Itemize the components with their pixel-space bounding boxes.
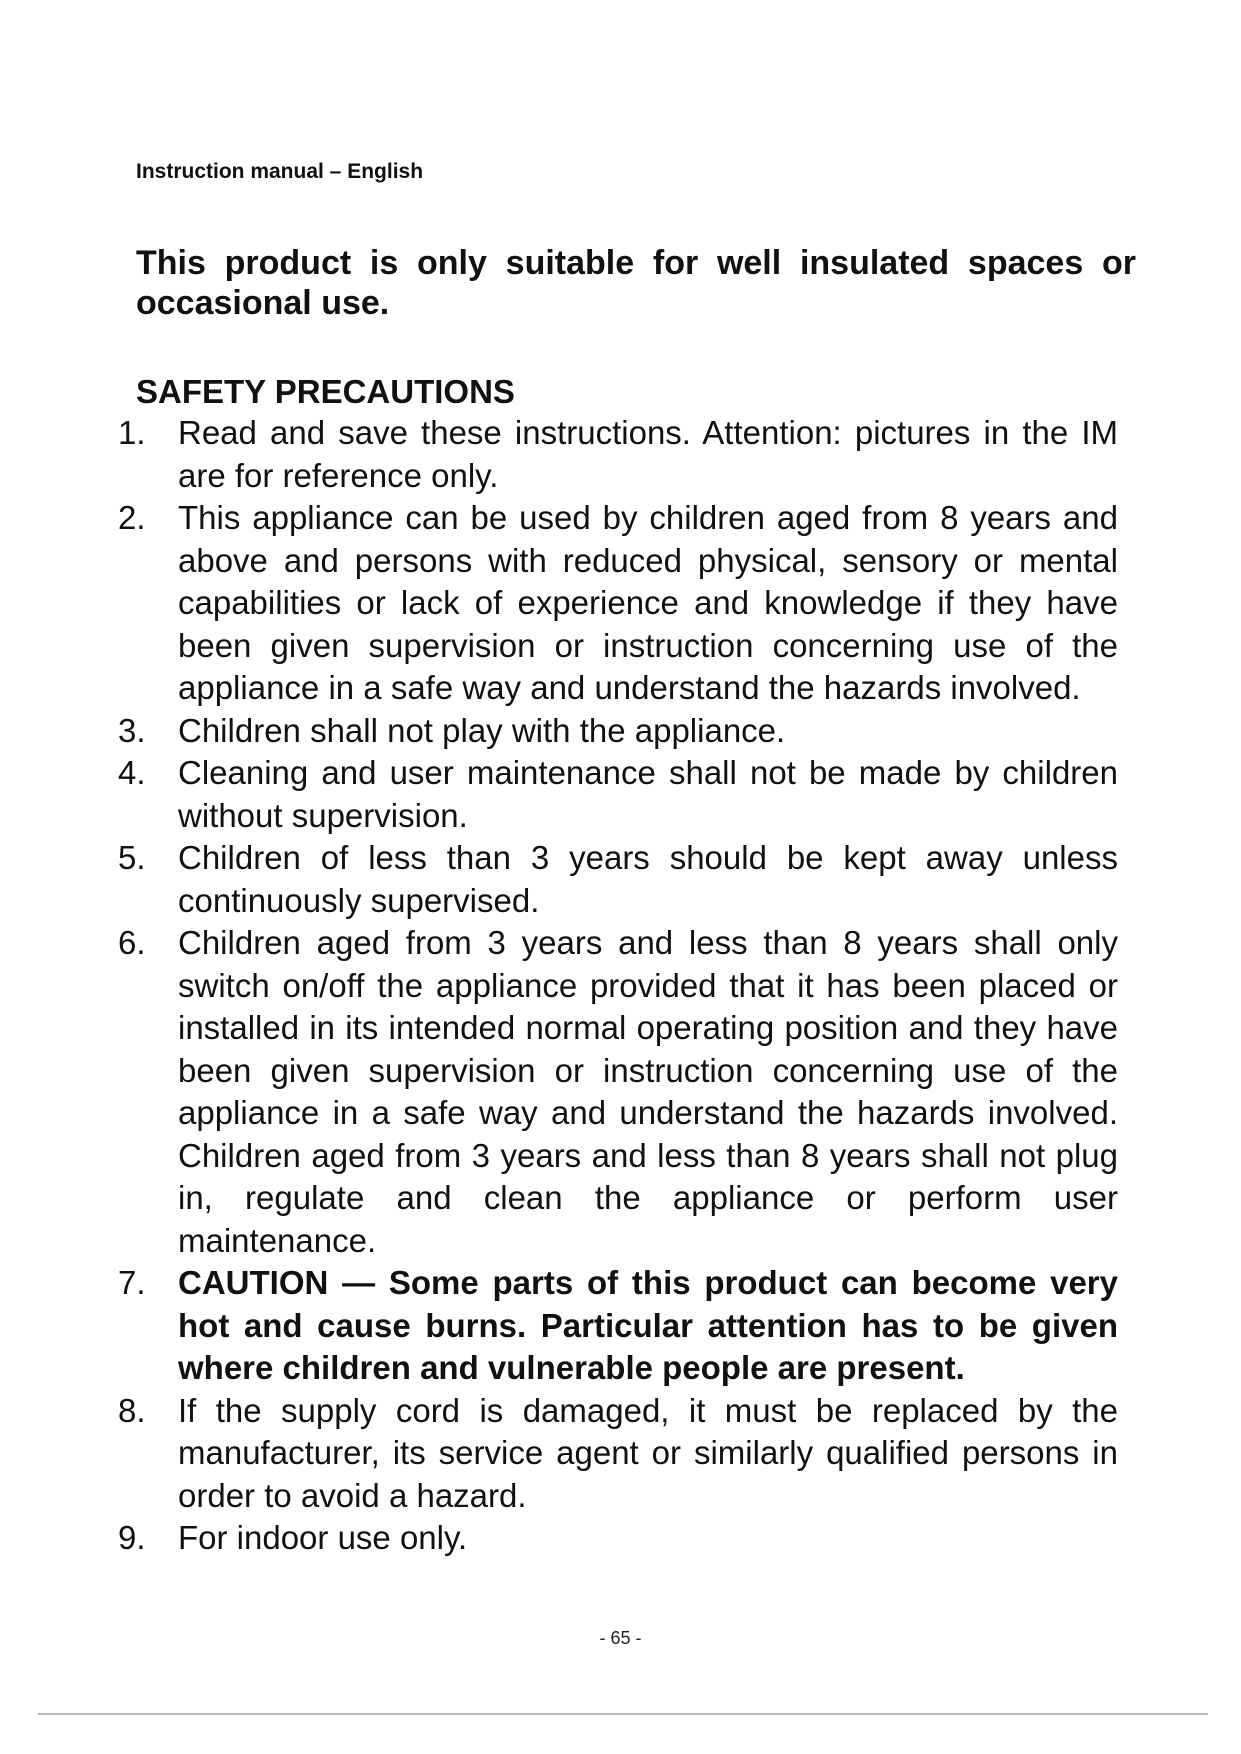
item-number: 7. — [118, 1264, 146, 1301]
item-text: Read and save these instructions. Attention: pictures in the IM are for reference only. — [178, 414, 1118, 494]
item-text: Cleaning and user maintenance shall not be made by children without supervision. — [178, 754, 1118, 834]
item-text: If the supply cord is damaged, it must be replaced by the manufacturer, its service agent or similarly qualified persons in order to avoid a hazard. — [178, 1391, 1118, 1514]
list-item-9 — [118, 1517, 1118, 1560]
item-number: 9. — [118, 1519, 146, 1556]
section-title: SAFETY PRECAUTIONS — [136, 373, 515, 410]
item-text: Children shall not play with the appliance. — [178, 711, 786, 749]
safety-precautions-list — [118, 412, 1118, 1560]
list-item-2 — [118, 497, 1118, 710]
item-number: 5. — [118, 839, 146, 876]
list-item-1 — [118, 412, 1118, 497]
item-number: 1. — [118, 414, 146, 451]
item-number: 3. — [118, 711, 146, 749]
intro-notice: This product is only suitable for well insulated spaces or occasional use. — [136, 244, 1136, 322]
item-text: Children of less than 3 years should be kept away unless continuously supervised. — [178, 839, 1118, 919]
list-item-8 — [118, 1390, 1118, 1518]
item-text: For indoor use only. — [178, 1519, 468, 1556]
item-number: 2. — [118, 499, 146, 536]
list-item-6 — [118, 922, 1118, 1262]
list-item-7-caution — [118, 1262, 1118, 1390]
item-number: 8. — [118, 1391, 146, 1429]
item-text: This appliance can be used by children aged from 8 years and above and persons with reduced physical, sensory or mental capabilities or lack of experience and knowledge if they have been given supervision or instruction concerning use of the appliance in a safe way and understand the hazards involved. — [178, 499, 1118, 706]
list-item-4 — [118, 752, 1118, 837]
item-text: Children aged from 3 years and less than 8 years shall only switch on/off the appliance provided that it has been placed or installed in its intended normal operating position and they have been given supervision or instruction concerning use of the appliance in a safe way and understand the hazards involved. Children aged from 3 years and less than 8 years shall not plug in, regulate and clean the appliance or perform user maintenance. — [178, 924, 1118, 1259]
document-header: Instruction manual – English — [136, 160, 424, 183]
item-number: 6. — [118, 924, 146, 961]
caution-text: CAUTION — Some parts of this product can become very hot and cause burns. Particular attention has to be given where children and vulnerable people are present. — [178, 1264, 1118, 1386]
list-item-5 — [118, 837, 1118, 922]
list-item-3 — [118, 710, 1118, 753]
item-number: 4. — [118, 754, 146, 791]
page-number: - 65 - — [599, 1628, 642, 1648]
footer-divider — [38, 1713, 1208, 1715]
